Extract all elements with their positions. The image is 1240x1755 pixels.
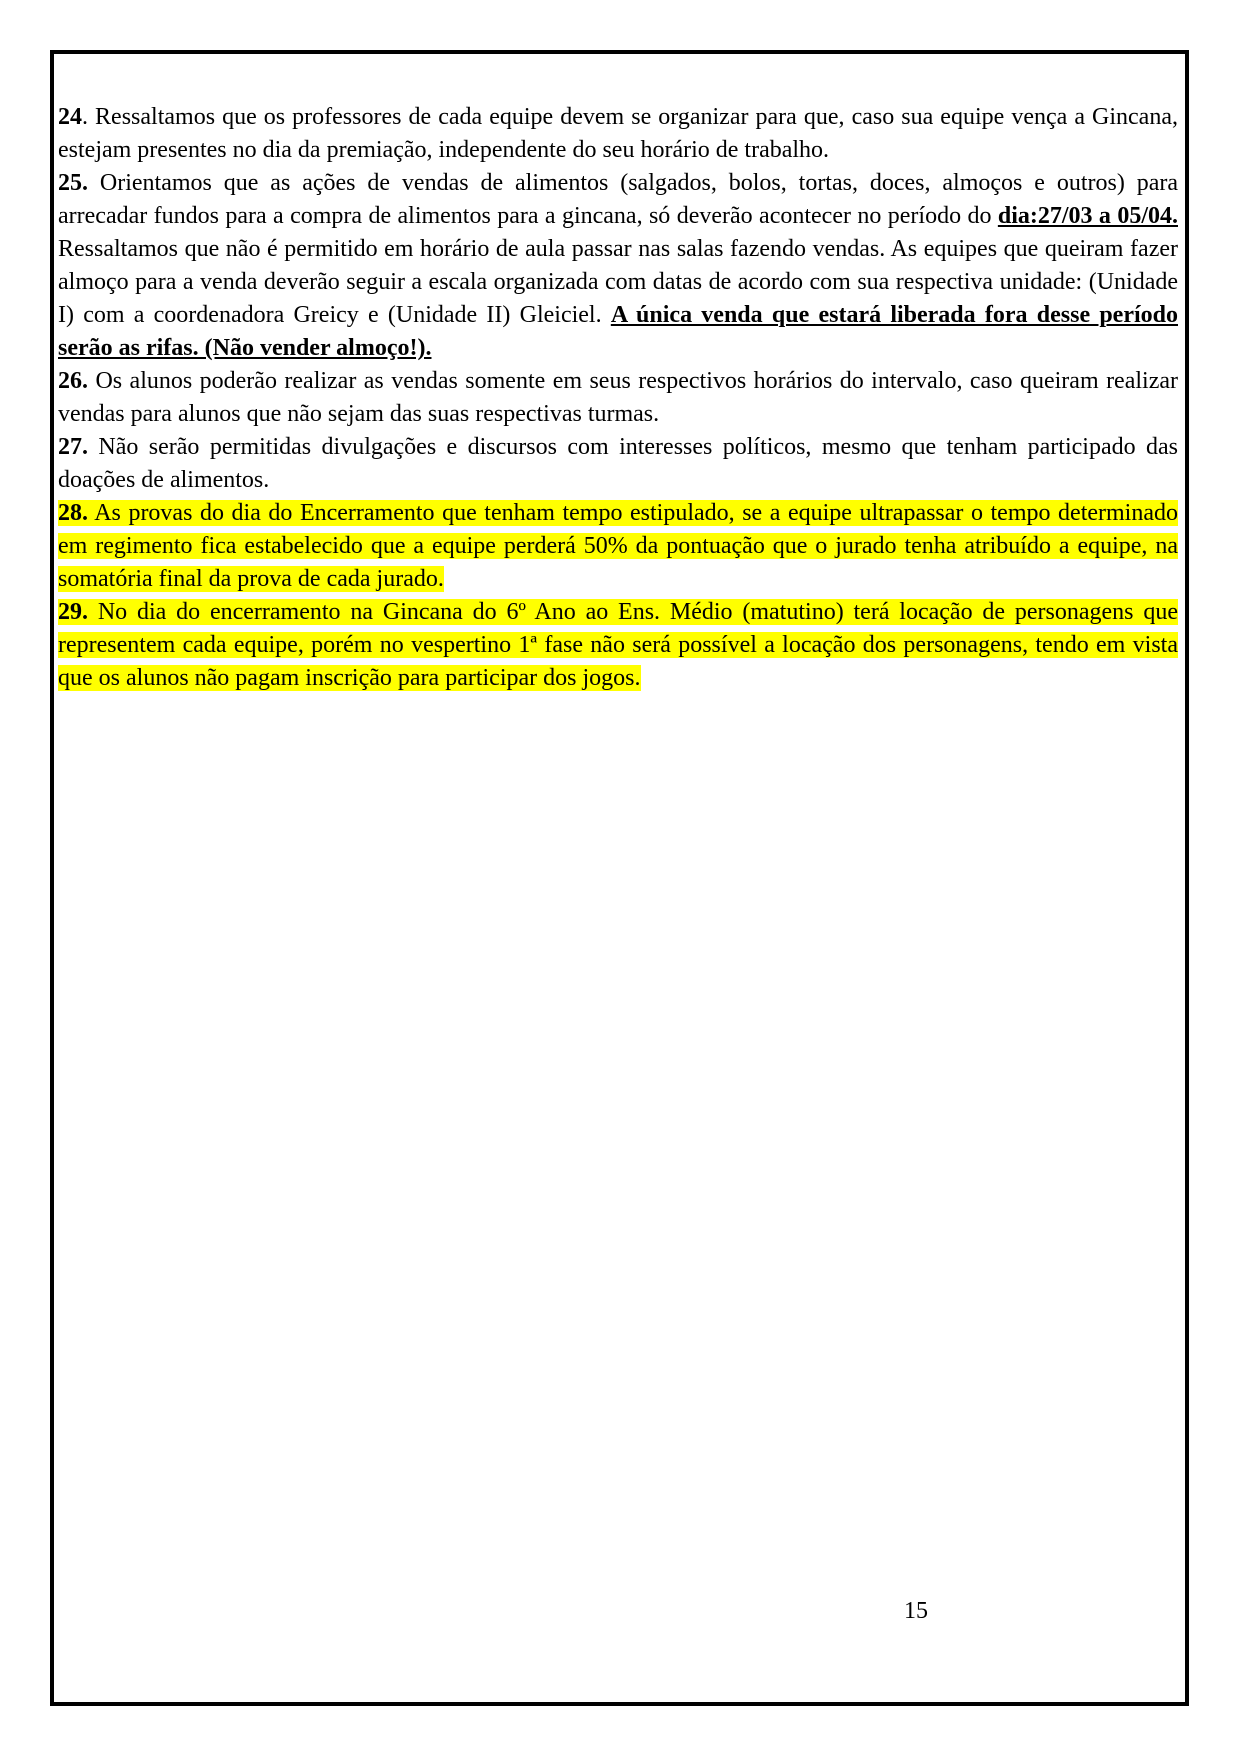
item-text: Orientamos que as ações de vendas de alimentos (salgados, bolos, tortas, doces, almoços e outros) para arrecadar fundos para a compra de alimentos para a gincana, só deverão acontecer no período do bbox=[58, 170, 1178, 229]
item-29 bbox=[58, 596, 1178, 695]
item-26 bbox=[58, 365, 1178, 431]
sales-exception-note: A única venda que estará liberada fora desse período serão as rifas. (Não vender almoço!). bbox=[58, 302, 1178, 361]
item-text: . Ressaltamos que os professores de cada equipe devem se organizar para que, caso sua equipe vença a Gincana, estejam presentes no dia da premiação, independente do seu horário de trabalho. bbox=[58, 104, 1178, 163]
item-number: 28. bbox=[58, 500, 88, 526]
item-28 bbox=[58, 497, 1178, 596]
item-number: 29. bbox=[58, 599, 88, 625]
highlighted-paragraph bbox=[58, 599, 1178, 691]
item-25 bbox=[58, 167, 1178, 365]
item-number: 27. bbox=[58, 434, 88, 460]
document-body bbox=[58, 101, 1178, 695]
item-number: 24 bbox=[58, 104, 82, 130]
item-text: Os alunos poderão realizar as vendas somente em seus respectivos horários do intervalo, caso queiram realizar vendas para alunos que não sejam das suas respectivas turmas. bbox=[58, 368, 1178, 427]
item-24 bbox=[58, 101, 1178, 167]
item-text: Não serão permitidas divulgações e discursos com interesses políticos, mesmo que tenham participado das doações de alimentos. bbox=[58, 434, 1178, 493]
item-text: No dia do encerramento na Gincana do 6º Ano ao Ens. Médio (matutino) terá locação de personagens que representem cada equipe, porém no vespertino 1ª fase não será possível a locação dos personagens, tendo em vista que os alunos não pagam inscrição para participar dos jogos. bbox=[58, 599, 1178, 691]
page-number: 15 bbox=[904, 1598, 928, 1624]
sales-period-dates: dia:27/03 a 05/04. bbox=[997, 203, 1178, 229]
highlighted-paragraph bbox=[58, 500, 1178, 592]
item-number: 26. bbox=[58, 368, 88, 394]
item-text: As provas do dia do Encerramento que tenham tempo estipulado, se a equipe ultrapassar o tempo determinado em regimento fica estabelecido que a equipe perderá 50% da pontuação que o jurado tenha atribuído a equipe, na somatória final da prova de cada jurado. bbox=[58, 500, 1178, 592]
item-number: 25. bbox=[58, 170, 88, 196]
item-text: Ressaltamos que não é permitido em horário de aula passar nas salas fazendo vendas. As equipes que queiram fazer almoço para a venda deverão seguir a escala organizada com datas de acordo com sua respectiva unidade: (Unidade I) com a coordenadora Greicy e (Unidade II) Gleiciel. bbox=[58, 236, 1178, 328]
item-27 bbox=[58, 431, 1178, 497]
